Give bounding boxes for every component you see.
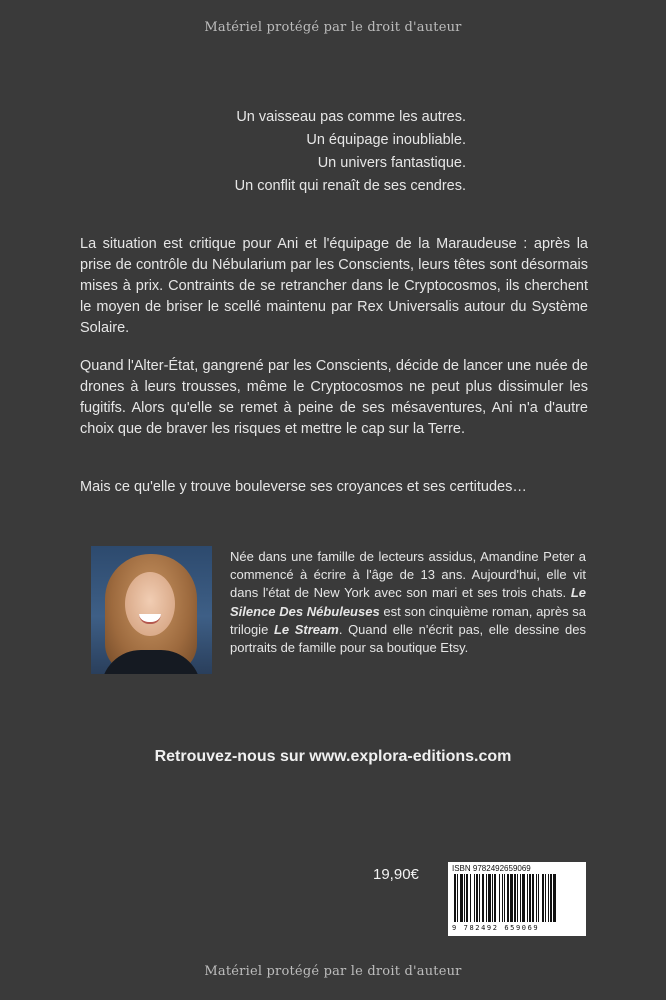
author-bio-text: est son cinquième roman, après sa trilogie	[230, 603, 587, 637]
barcode-bars	[454, 874, 580, 924]
barcode	[448, 862, 586, 936]
synopsis-paragraph: La situation est critique pour Ani et l'équipage de la Maraudeuse : après la prise de contrôle du Nébularium par les Conscients, leurs têtes sont désormais mises à prix. Contraints de se retrancher dans le Cryptocosmos, ils cherchent le moyen de briser le scellé maintenu par Rex Universalis autour du Système Solaire.	[80, 236, 588, 336]
author-photo	[91, 546, 212, 674]
tagline-line: Un univers fantastique.	[317, 155, 466, 171]
copyright-watermark-bottom: Matériel protégé par le droit d'auteur	[204, 964, 462, 979]
copyright-watermark-top: Matériel protégé par le droit d'auteur	[204, 20, 462, 35]
isbn-label: ISBN 9782492659069	[452, 864, 531, 873]
synopsis-paragraph: Quand l'Alter-État, gangrené par les Conscients, décide de lancer une nuée de drones à leurs trousses, même le Cryptocosmos ne peut plus dissimuler les fugitifs. Alors qu'elle se remet à peine de ses mésaventures, Ani n'a d'autre choix que de braver les risques et mettre le cap sur la Terre.	[80, 358, 588, 437]
barcode-digits: 9 782492 659069	[452, 924, 540, 932]
author-bio-text: . Quand elle n'écrit pas, elle dessine des portraits de famille pour sa boutique Etsy.	[230, 621, 586, 656]
book-title: Le Silence Des Nébuleuses	[230, 585, 586, 619]
tagline-line: Un vaisseau pas comme les autres.	[236, 109, 466, 125]
price: 19,90€	[373, 866, 419, 883]
publisher-website: Retrouvez-nous sur www.explora-editions.com	[154, 748, 512, 765]
tagline	[235, 106, 466, 198]
tagline-line: Un conflit qui renaît de ses cendres.	[234, 178, 466, 194]
author-bio-text: Née dans une famille de lecteurs assidus, Amandine Peter a commencé à écrire à l'âge de 13 ans. Aujourd'hui, elle vit dans l'état de New York avec son mari et ses trois chats.	[230, 549, 586, 601]
trilogy-title: Le Stream	[273, 621, 339, 637]
tagline-line: Un équipage inoubliable.	[306, 132, 466, 148]
synopsis-paragraph: Mais ce qu'elle y trouve bouleverse ses croyances et ses certitudes…	[80, 479, 527, 495]
author-bio	[230, 548, 586, 657]
